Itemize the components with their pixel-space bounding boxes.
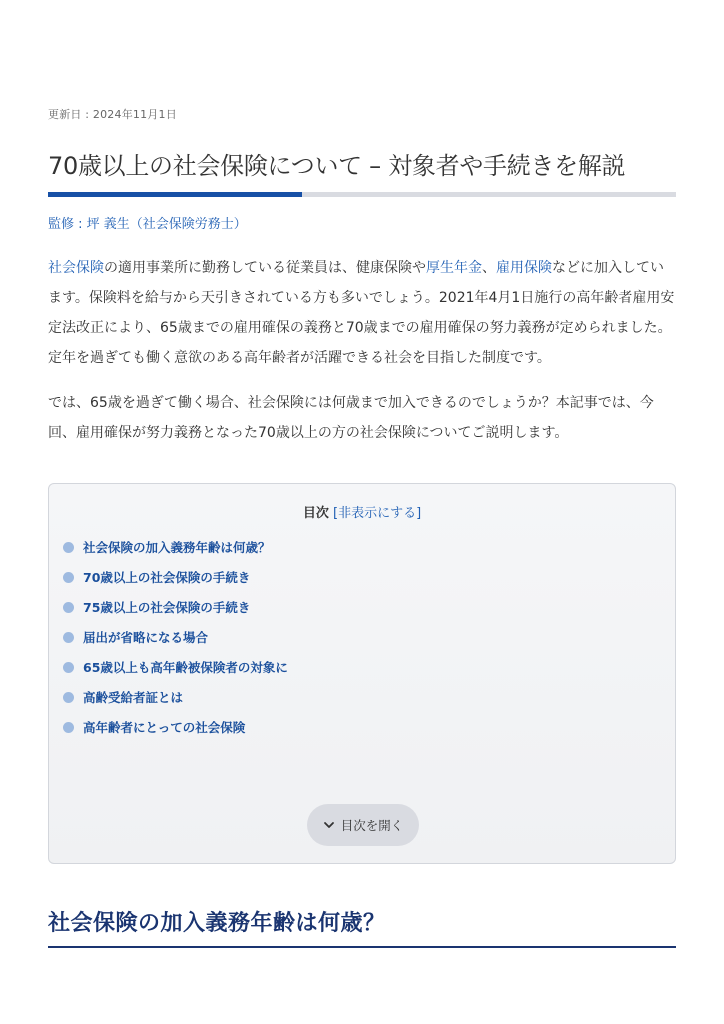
toc-list xyxy=(63,540,288,750)
title-underline xyxy=(48,192,676,197)
toc-item[interactable] xyxy=(63,690,288,720)
bullet-icon xyxy=(63,722,74,733)
intro-paragraph-2: では、65歳を過ぎて働く場合、社会保険には何歳まで加入できるのでしょうか？本記事では、今回、雇用確保が努力義務となった70歳以上の方の社会保険についてご説明します。 xyxy=(48,395,654,441)
toc-header xyxy=(49,502,675,521)
toc-item-label: 高年齢者にとっての社会保険 xyxy=(83,720,246,735)
intro-text-2: 、 xyxy=(482,260,496,276)
toc-item-label: 75歳以上の社会保険の手続き xyxy=(83,600,251,615)
bullet-icon xyxy=(63,632,74,643)
toc-item[interactable] xyxy=(63,570,288,600)
table-of-contents xyxy=(48,483,676,864)
intro-paragraph-1 xyxy=(48,253,676,373)
title-underline-accent xyxy=(48,192,302,197)
intro-text-3: などに加入しています。保険料を給与から天引きされている方も多いでしょう。2021年4月1日施行の高年齢者雇用安定法改正により、65歳までの雇用確保の義務と70歳までの雇用確保の努力義務が定められました。定年を過ぎても働く意欲のある高年齢者が活躍できる社会を目指した制度です。 xyxy=(48,260,675,366)
supervisor-credit: 監修 : 坪 義生（社会保険労務士） xyxy=(48,217,247,232)
toc-item-label: 70歳以上の社会保険の手続き xyxy=(83,570,251,585)
bullet-icon xyxy=(63,602,74,613)
bullet-icon xyxy=(63,572,74,583)
toc-item[interactable] xyxy=(63,600,288,630)
toc-hide-toggle[interactable]: [非表示にする] xyxy=(333,506,422,521)
page-title: 70歳以上の社会保険について – 対象者や手続きを解説 xyxy=(48,152,626,180)
employment-insurance-link[interactable]: 雇用保険 xyxy=(496,260,552,276)
toc-item-label: 高齢受給者証とは xyxy=(83,690,184,705)
intro-text-1: の適用事業所に勤務している従業員は、健康保険や xyxy=(104,260,426,276)
toc-title: 目次 xyxy=(302,506,329,521)
section-heading-underline xyxy=(48,946,676,948)
toc-item-label: 社会保険の加入義務年齢は何歳？ xyxy=(83,540,271,555)
toc-item[interactable] xyxy=(63,540,288,570)
toc-item[interactable] xyxy=(63,720,288,750)
chevron-down-icon xyxy=(323,819,335,831)
updated-date: 更新日 : 2024年11月1日 xyxy=(48,108,177,121)
section-heading: 社会保険の加入義務年齢は何歳？ xyxy=(48,911,386,936)
bullet-icon xyxy=(63,542,74,553)
toc-item-label: 届出が省略になる場合 xyxy=(83,630,209,645)
pension-link[interactable]: 厚生年金 xyxy=(426,260,482,276)
toc-item[interactable] xyxy=(63,660,288,690)
toc-item[interactable] xyxy=(63,630,288,660)
toc-item-label: 65歳以上も高年齢被保険者の対象に xyxy=(83,660,288,675)
social-insurance-link[interactable]: 社会保険 xyxy=(48,260,104,276)
bullet-icon xyxy=(63,692,74,703)
toc-open-label: 目次を開く xyxy=(340,818,404,833)
toc-open-button[interactable] xyxy=(307,804,419,846)
bullet-icon xyxy=(63,662,74,673)
